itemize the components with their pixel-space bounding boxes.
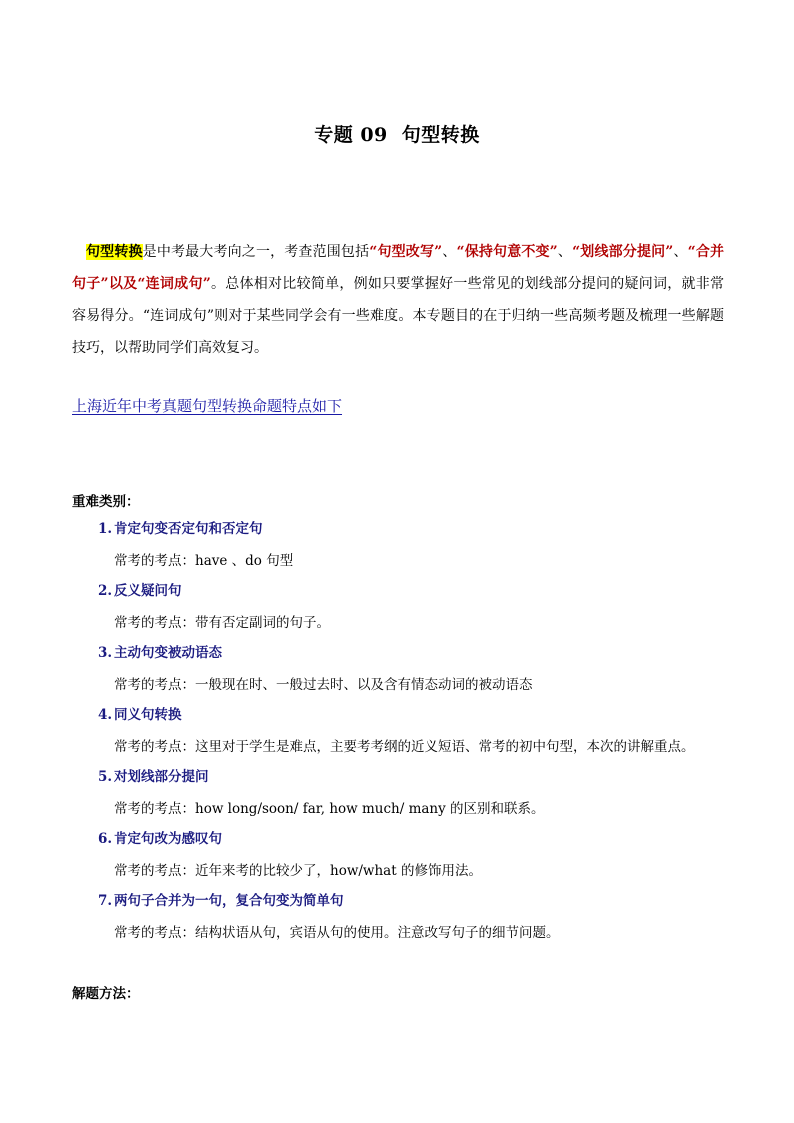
categories-label: 重难类别： [72,494,140,510]
separator: 、 [557,244,573,260]
highlighted-term: 句型转换 [86,244,143,260]
category-description: 常考的考点：近年来考的比较少了，how/what 的修饰用法。 [114,863,482,879]
intro-text: 。总体相对比较简单，例如只要掌握好一些常见的划线部分提问的疑问词，就非常容易得分。“连词成句”则对于某些同学会有一些难度。本专题目的在于归纳一些高频考题及梳理一些解题技巧，以帮助同学们高效复习。 [72,276,725,356]
category-number: 7. [98,893,113,909]
category-description: 常考的考点：这里对于学生是难点，主要考考纲的近义短语、常考的初中句型，本次的讲解重点。 [114,739,695,755]
category-heading [98,704,182,726]
category-title: 肯定句改为感叹句 [114,831,222,847]
methods-label: 解题方法： [72,986,140,1002]
category-heading [98,580,182,602]
category-title: 同义句转换 [114,707,182,723]
list-item [98,704,738,766]
page-title [0,120,794,147]
category-description: 常考的考点：how long/soon/ far, how much/ many 的区别和联系。 [114,801,545,817]
category-list [98,518,738,952]
category-heading [98,766,209,788]
category-description: 常考的考点：结构状语从句，宾语从句的使用。注意改写句子的细节问题。 [114,925,560,941]
title-main: 句型转换 [401,124,480,146]
intro-paragraph [72,236,724,364]
category-title: 两句子合并为一句，复合句变为简单句 [114,893,344,909]
quoted-term: “连词成句” [137,276,211,292]
category-title: 肯定句变否定句和否定句 [114,521,263,537]
category-description: 常考的考点：一般现在时、一般过去时、以及含有情态动词的被动语态 [114,677,533,693]
list-item [98,518,738,580]
conjunction: 以及 [108,276,138,292]
category-number: 3. [98,645,113,661]
category-number: 2. [98,583,113,599]
category-title: 主动句变被动语态 [114,645,222,661]
separator: 、 [673,244,688,260]
list-item [98,766,738,828]
category-number: 1. [98,521,113,537]
list-item [98,890,738,952]
category-heading [98,828,222,850]
category-number: 6. [98,831,113,847]
section-subheading: 上海近年中考真题句型转换命题特点如下 [72,397,343,415]
quoted-term: “句型改写” [369,244,443,260]
list-item [98,828,738,890]
quoted-term: “保持句意不变” [456,244,558,260]
quoted-term: “划线部分提问” [572,244,674,260]
category-heading [98,890,344,912]
category-title: 反义疑问句 [114,583,182,599]
intro-text: 是中考最大考向之一，考查范围包括 [142,244,370,260]
category-description: 常考的考点：带有否定副词的句子。 [114,615,330,631]
separator: 、 [442,244,457,260]
list-item [98,580,738,642]
category-title: 对划线部分提问 [114,769,209,785]
title-prefix: 专题 09 [314,124,388,146]
category-heading [98,642,222,664]
list-item [98,642,738,704]
category-description: 常考的考点：have 、do 句型 [114,553,294,569]
quoted-term: “合并句子” [72,244,725,292]
category-number: 5. [98,769,113,785]
category-number: 4. [98,707,113,723]
category-heading [98,518,263,540]
